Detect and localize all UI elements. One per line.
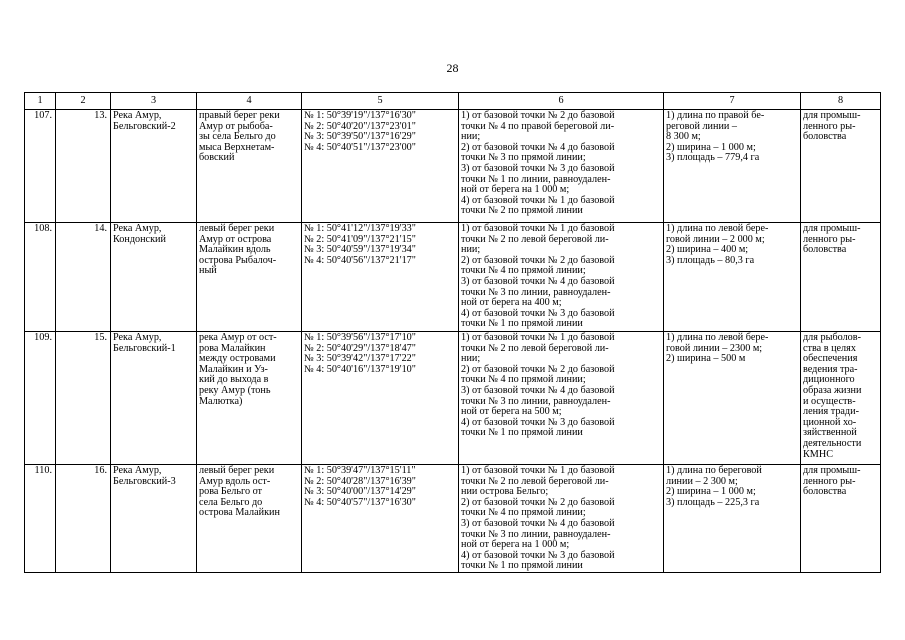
sub-number-cell: 14. [56, 223, 111, 332]
location-line: острова Рыбалоч- [199, 254, 277, 266]
borders-description-line: 4) от базовой точки № 1 до базовой [461, 194, 615, 206]
borders-description-line: точки № 4 по прямой линии; [461, 507, 586, 519]
borders-description-line: точки № 1 по прямой линии [461, 427, 583, 439]
table-row [25, 110, 881, 223]
header-cell: 6 [459, 93, 664, 110]
area-name-line: Река Амур, [113, 110, 162, 121]
fishing-areas-table [24, 92, 881, 573]
area-name-cell [111, 465, 197, 573]
coordinates-line: № 1: 50°39'47"/137°15'11" [304, 465, 416, 476]
location-line: мыса Верхнетам- [199, 141, 275, 153]
area-parameters-cell [664, 223, 801, 332]
table-row [25, 332, 881, 465]
coordinates-line: № 4: 50°40'51"/137°23'00" [304, 141, 416, 153]
header-cell: 1 [25, 93, 56, 110]
purpose-line: ленного ры- [803, 233, 856, 245]
location-line: рова Малайкин [199, 342, 266, 354]
borders-description-cell [459, 332, 664, 465]
purpose-cell [801, 332, 881, 465]
coordinates-line: № 4: 50°40'57"/137°16'30" [304, 496, 416, 508]
area-parameters-line: 2) ширина – 1 000 м; [666, 141, 756, 153]
coordinates-line: № 3: 50°40'00"/137°14'29" [304, 486, 416, 498]
area-parameters-line: 2) ширина – 1 000 м; [666, 486, 756, 498]
purpose-line: и осуществ- [803, 395, 856, 407]
borders-description-line: 3) от базовой точки № 4 до базовой [461, 275, 615, 287]
area-name-line: Бельговский-2 [113, 120, 176, 132]
coordinates-line: № 2: 50°40'20"/137°23'01" [304, 120, 416, 132]
coordinates-line: № 4: 50°40'16"/137°19'10" [304, 363, 416, 375]
location-cell [197, 110, 302, 223]
borders-description-line: 2) от базовой точки № 2 до базовой [461, 254, 615, 266]
purpose-line: боловства [803, 244, 847, 256]
borders-description-line: точки № 2 по левой береговой ли- [461, 233, 609, 245]
purpose-line: ленного ры- [803, 120, 856, 132]
borders-description-line: нии; [461, 131, 481, 143]
coordinates-cell [302, 223, 459, 332]
header-cell: 5 [302, 93, 459, 110]
purpose-cell [801, 465, 881, 573]
table-row [25, 465, 881, 573]
purpose-line: боловства [803, 486, 847, 498]
coordinates-line: № 2: 50°40'29"/137°18'47" [304, 342, 416, 354]
purpose-line: образа жизни [803, 384, 862, 396]
area-name-line: Река Амур, [113, 332, 162, 343]
borders-description-line: 2) от базовой точки № 2 до базовой [461, 496, 615, 508]
borders-description-line: нии; [461, 353, 481, 365]
location-cell [197, 223, 302, 332]
area-parameters-line: 1) длина по левой бере- [666, 332, 769, 343]
location-line: ный [199, 265, 217, 277]
area-parameters-cell [664, 110, 801, 223]
borders-description-line: 4) от базовой точки № 3 до базовой [461, 416, 615, 428]
sub-number-cell: 15. [56, 332, 111, 465]
purpose-line: зяйственной [803, 427, 857, 439]
borders-description-line: нии острова Бельго; [461, 486, 549, 498]
area-parameters-line: говой линии – 2300 м; [666, 342, 763, 354]
table-row [25, 223, 881, 332]
coordinates-cell [302, 465, 459, 573]
borders-description-line: точки № 2 по левой береговой ли- [461, 342, 609, 354]
row-number-cell: 109. [25, 332, 56, 465]
borders-description-line: 3) от базовой точки № 3 до базовой [461, 162, 615, 174]
area-parameters-line: 2) ширина – 500 м [666, 353, 746, 365]
area-parameters-line: говой линии – 2 000 м; [666, 233, 765, 245]
coordinates-line: № 1: 50°41'12"/137°19'33" [304, 223, 416, 234]
area-parameters-line: линии – 2 300 м; [666, 475, 738, 487]
borders-description-line: точки № 1 по прямой линии [461, 318, 583, 330]
area-name-line: Бельговский-1 [113, 342, 176, 354]
purpose-line: КМНС [803, 448, 834, 460]
area-name-line: Кондонский [113, 233, 166, 245]
location-line: Малайкин вдоль [199, 244, 271, 256]
area-parameters-line: 1) длина по левой бере- [666, 223, 769, 234]
coordinates-line: № 1: 50°39'56"/137°17'10" [304, 332, 416, 343]
location-line: Малайкин и Уз- [199, 363, 268, 375]
borders-description-line: ной от берега на 1 000 м; [461, 184, 570, 196]
borders-description-line: точки № 3 по линии, равноудален- [461, 528, 611, 540]
area-parameters-line: 3) площадь – 80,3 га [666, 254, 755, 266]
area-parameters-cell [664, 332, 801, 465]
area-parameters-line: 3) площадь – 225,3 га [666, 496, 760, 508]
sub-number-cell: 13. [56, 110, 111, 223]
area-parameters-line: реговой линии – [666, 120, 737, 132]
purpose-line: ления тради- [803, 406, 859, 418]
location-line: между островами [199, 353, 276, 365]
borders-description-cell [459, 110, 664, 223]
location-line: левый берег реки [199, 465, 275, 476]
area-parameters-cell [664, 465, 801, 573]
purpose-line: ства в целях [803, 342, 856, 354]
coordinates-line: № 2: 50°40'28"/137°16'39" [304, 475, 416, 487]
borders-description-line: 1) от базовой точки № 2 до базовой [461, 110, 615, 121]
borders-description-line: точки № 4 по правой береговой ли- [461, 120, 615, 132]
borders-description-line: точки № 3 по линии, равноудален- [461, 286, 611, 298]
purpose-line: диционного [803, 374, 855, 386]
borders-description-line: ной от берега на 500 м; [461, 406, 562, 418]
area-parameters-line: 2) ширина – 400 м; [666, 244, 749, 256]
borders-description-cell [459, 223, 664, 332]
borders-description-line: точки № 2 по левой береговой ли- [461, 475, 609, 487]
purpose-line: для промыш- [803, 223, 861, 234]
header-cell: 7 [664, 93, 801, 110]
header-cell: 2 [56, 93, 111, 110]
borders-description-line: 1) от базовой точки № 1 до базовой [461, 332, 615, 343]
page-number: 28 [446, 61, 459, 75]
borders-description-line: точки № 1 по линии, равноудален- [461, 173, 611, 185]
area-parameters-line: 3) площадь – 779,4 га [666, 152, 760, 164]
purpose-cell [801, 223, 881, 332]
purpose-line: обеспечения [803, 353, 858, 365]
borders-description-line: ной от берега на 1 000 м; [461, 539, 570, 551]
location-line: кий до выхода в [199, 374, 269, 386]
location-line: Амур вдоль ост- [199, 475, 271, 487]
borders-description-line: ной от берега на 400 м; [461, 297, 562, 309]
row-number-cell: 108. [25, 223, 56, 332]
borders-description-cell [459, 465, 664, 573]
purpose-line: деятельности [803, 437, 862, 449]
area-parameters-line: 1) длина по правой бе- [666, 110, 765, 121]
coordinates-line: № 1: 50°39'19"/137°16'30" [304, 110, 416, 121]
borders-description-line: 1) от базовой точки № 1 до базовой [461, 223, 615, 234]
row-number-cell: 107. [25, 110, 56, 223]
purpose-line: для промыш- [803, 110, 861, 121]
location-line: левый берег реки [199, 223, 275, 234]
location-line: река Амур от ост- [199, 332, 277, 343]
borders-description-line: точки № 3 по прямой линии; [461, 152, 586, 164]
header-cell: 4 [197, 93, 302, 110]
purpose-line: ленного ры- [803, 475, 856, 487]
header-row [25, 93, 881, 110]
location-line: правый берег реки [199, 110, 280, 121]
area-name-line: Бельговский-3 [113, 475, 176, 487]
borders-description-line: точки № 1 по прямой линии [461, 560, 583, 572]
location-line: Амур от острова [199, 233, 272, 245]
location-cell [197, 465, 302, 573]
purpose-line: ционной хо- [803, 416, 857, 428]
borders-description-line: 3) от базовой точки № 4 до базовой [461, 517, 615, 529]
borders-description-line: 1) от базовой точки № 1 до базовой [461, 465, 615, 476]
purpose-cell [801, 110, 881, 223]
sub-number-cell: 16. [56, 465, 111, 573]
area-name-line: Река Амур, [113, 223, 162, 234]
coordinates-line: № 3: 50°39'42"/137°17'22" [304, 353, 416, 365]
coordinates-line: № 4: 50°40'56"/137°21'17" [304, 254, 416, 266]
borders-description-line: 2) от базовой точки № 4 до базовой [461, 141, 615, 153]
location-line: реку Амур (тонь [199, 384, 271, 396]
borders-description-line: точки № 4 по прямой линии; [461, 265, 586, 277]
location-line: зы села Бельго до [199, 131, 276, 143]
borders-description-line: 4) от базовой точки № 3 до базовой [461, 549, 615, 561]
coordinates-cell [302, 332, 459, 465]
location-cell [197, 332, 302, 465]
coordinates-line: № 3: 50°40'59"/137°19'34" [304, 244, 416, 256]
borders-description-line: 3) от базовой точки № 4 до базовой [461, 384, 615, 396]
area-name-cell [111, 223, 197, 332]
purpose-line: для рыболов- [803, 332, 861, 343]
area-name-cell [111, 332, 197, 465]
location-line: Амур от рыбоба- [199, 120, 273, 132]
borders-description-line: точки № 4 по прямой линии; [461, 374, 586, 386]
purpose-line: боловства [803, 131, 847, 143]
coordinates-line: № 2: 50°41'09"/137°21'15" [304, 233, 416, 245]
coordinates-line: № 3: 50°39'50"/137°16'29" [304, 131, 416, 143]
location-line: бовский [199, 152, 235, 164]
area-name-line: Река Амур, [113, 465, 162, 476]
header-cell: 3 [111, 93, 197, 110]
borders-description-line: точки № 2 по прямой линии [461, 205, 583, 217]
borders-description-line: 4) от базовой точки № 3 до базовой [461, 307, 615, 319]
header-cell: 8 [801, 93, 881, 110]
borders-description-line: нии; [461, 244, 481, 256]
borders-description-line: 2) от базовой точки № 2 до базовой [461, 363, 615, 375]
purpose-line: для промыш- [803, 465, 861, 476]
area-name-cell [111, 110, 197, 223]
area-parameters-line: 1) длина по береговой [666, 465, 762, 476]
area-parameters-line: 8 300 м; [666, 131, 701, 143]
coordinates-cell [302, 110, 459, 223]
row-number-cell: 110. [25, 465, 56, 573]
location-line: рова Бельго от [199, 486, 263, 498]
location-line: села Бельго до [199, 496, 263, 508]
location-line: Малютка) [199, 395, 243, 407]
borders-description-line: точки № 3 по линии, равноудален- [461, 395, 611, 407]
location-line: острова Малайкин [199, 507, 280, 519]
purpose-line: ведения тра- [803, 363, 858, 375]
